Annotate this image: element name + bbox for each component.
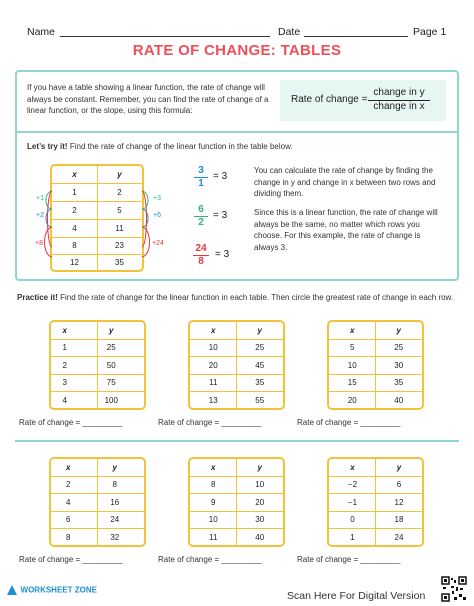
table-cell: 20 [237, 494, 284, 512]
table-cell: 4 [51, 392, 79, 410]
table-cell: 3 [51, 374, 79, 392]
row-separator [15, 440, 459, 442]
table-cell: −1 [329, 494, 376, 512]
fraction-1-result: = 3 [213, 171, 228, 182]
left-label-1: +1 [36, 195, 44, 202]
column-divider [375, 459, 376, 545]
table-cell: 40 [376, 392, 423, 410]
table-cell: 35 [97, 254, 142, 271]
fraction-2-den: 2 [198, 217, 204, 228]
left-label-2: +2 [36, 212, 44, 219]
formula-denominator: change in x [373, 101, 425, 112]
table-cell: 2 [51, 357, 79, 375]
practice-table-6 [327, 457, 424, 547]
intro-text: If you have a table showing a linear function, the rate of change will always be constant. Remember, you can find the rate of change of a linear function, or the slope, using this formula: [27, 83, 269, 115]
fraction-2-result: = 3 [213, 210, 228, 221]
table-cell: 30 [376, 357, 423, 375]
table-cell: 8 [52, 237, 97, 254]
example-lead: Let’s try it! [27, 142, 68, 151]
brand-logo [6, 584, 97, 596]
arrow-red-long-right [142, 191, 147, 247]
fraction-1-num: 3 [198, 165, 204, 176]
fraction-3-num: 24 [195, 243, 207, 254]
date-line[interactable] [304, 36, 408, 37]
practice-table-2 [188, 320, 285, 410]
table-cell: 35 [376, 374, 423, 392]
fraction-1-den: 1 [198, 178, 204, 189]
table-header: x [350, 462, 355, 472]
table-cell: 1 [52, 183, 97, 201]
table-cell: 25 [237, 339, 284, 357]
right-label-3: +24 [152, 240, 164, 247]
fraction-2-num: 6 [198, 204, 204, 215]
table-cell: −2 [329, 476, 376, 494]
table-header: y [396, 462, 402, 472]
table-cell: 11 [190, 374, 237, 392]
practice-lead: Practice it! [17, 293, 58, 302]
fraction-3-den: 8 [198, 256, 204, 267]
table-cell: 20 [190, 357, 237, 375]
arrow-red-long-left [48, 191, 53, 247]
table-header: x [350, 325, 355, 335]
practice-instruction [17, 292, 457, 304]
column-divider [236, 322, 237, 408]
name-line[interactable] [60, 36, 270, 37]
table-cell: 16 [86, 494, 144, 512]
table-header: y [117, 169, 122, 179]
table-cell: 5 [329, 339, 376, 357]
example-table [50, 164, 144, 272]
table-cell: 23 [97, 237, 142, 254]
table-cell: 24 [86, 511, 144, 529]
table-cell: 35 [237, 374, 284, 392]
practice-table-3 [327, 320, 424, 410]
column-divider [97, 459, 98, 545]
table-cell: 24 [376, 529, 422, 547]
info-divider [17, 131, 457, 133]
table-cell: 25 [79, 339, 145, 357]
practice-lead-text: Find the rate of change for the linear function in each table. Then circle the greatest rate of change in each row. [57, 293, 454, 302]
column-divider [97, 166, 98, 270]
rate-of-change-blank[interactable]: Rate of change = _________ [297, 418, 401, 427]
column-divider [97, 322, 98, 408]
table-cell: 45 [237, 357, 284, 375]
page-title: RATE OF CHANGE: TABLES [132, 42, 342, 59]
table-cell: 100 [79, 392, 145, 410]
table-header: y [257, 325, 262, 335]
table-cell: 40 [237, 529, 284, 547]
logo-icon [6, 584, 18, 596]
table-cell: 15 [329, 374, 376, 392]
date-label: Date [278, 26, 301, 38]
table-header: x [211, 462, 216, 472]
table-cell: 13 [190, 392, 237, 410]
right-label-2: +6 [153, 212, 161, 219]
table-cell: 32 [86, 529, 144, 547]
table-header: y [109, 325, 114, 335]
table-cell: 20 [329, 392, 376, 410]
table-header: x [62, 325, 67, 335]
table-cell: 0 [329, 511, 376, 529]
arrow-blue-right [142, 209, 148, 227]
table-cell: 12 [52, 254, 97, 271]
practice-table-4 [49, 457, 146, 547]
table-header: y [396, 325, 401, 335]
explanation-1: You can calculate the rate of change by finding the change in y and change in x between two rows and dividing them. [254, 166, 436, 198]
left-label-3: +8 [35, 240, 43, 247]
table-cell: 2 [97, 183, 142, 201]
rate-of-change-blank[interactable]: Rate of change = _________ [19, 418, 123, 427]
table-cell: 8 [51, 529, 86, 547]
table-cell: 75 [79, 374, 145, 392]
table-cell: 8 [86, 476, 144, 494]
formula-label: Rate of change = [291, 94, 368, 105]
explanation-2: Since this is a linear function, the rate of change will always be the same, no matter which rows you choose. For this example, the rate of change is always 3. [254, 208, 438, 252]
table-cell: 9 [190, 494, 237, 512]
practice-table-1 [49, 320, 146, 410]
table-header: x [72, 169, 77, 179]
table-cell: 25 [376, 339, 423, 357]
table-header: x [66, 462, 71, 472]
arrow-blue-left [46, 209, 52, 227]
name-label: Name [27, 26, 56, 38]
table-cell: 10 [190, 339, 237, 357]
table-cell: 2 [52, 201, 97, 219]
table-cell: 4 [51, 494, 86, 512]
table-cell: 11 [190, 529, 237, 547]
table-cell: 30 [237, 511, 284, 529]
table-cell: 8 [190, 476, 237, 494]
table-cell: 10 [329, 357, 376, 375]
table-cell: 12 [376, 494, 422, 512]
table-cell: 1 [329, 529, 376, 547]
rate-of-change-blank[interactable]: Rate of change = _________ [158, 555, 262, 564]
column-divider [375, 322, 376, 408]
brand-name: WORKSHEET ZONE [20, 585, 97, 595]
table-header: y [112, 462, 117, 472]
table-cell: 18 [376, 511, 422, 529]
table-cell: 6 [51, 511, 86, 529]
rate-of-change-blank[interactable]: Rate of change = _________ [297, 555, 401, 564]
table-cell: 10 [237, 476, 284, 494]
table-cell: 10 [190, 511, 237, 529]
table-cell: 50 [79, 357, 145, 375]
table-header: y [257, 462, 262, 472]
table-cell: 55 [237, 392, 284, 410]
rate-of-change-blank[interactable]: Rate of change = _________ [19, 555, 123, 564]
table-cell: 11 [97, 219, 142, 237]
column-divider [236, 459, 237, 545]
table-cell: 1 [51, 339, 79, 357]
table-cell: 2 [51, 476, 86, 494]
table-cell: 5 [97, 201, 142, 219]
fraction-3-result: = 3 [215, 249, 230, 260]
qr-code-icon[interactable] [441, 576, 467, 602]
rate-of-change-blank[interactable]: Rate of change = _________ [158, 418, 262, 427]
example-instruction [27, 141, 447, 153]
formula-numerator: change in y [373, 87, 425, 98]
table-cell: 6 [376, 476, 422, 494]
scan-text: Scan Here For Digital Version [287, 590, 426, 602]
table-header: x [211, 325, 216, 335]
right-label-1: +3 [153, 195, 161, 202]
table-cell: 4 [52, 219, 97, 237]
example-lead-text: Find the rate of change of the linear function in the table below. [67, 142, 293, 151]
practice-table-5 [188, 457, 285, 547]
page-number: Page 1 [413, 26, 447, 38]
